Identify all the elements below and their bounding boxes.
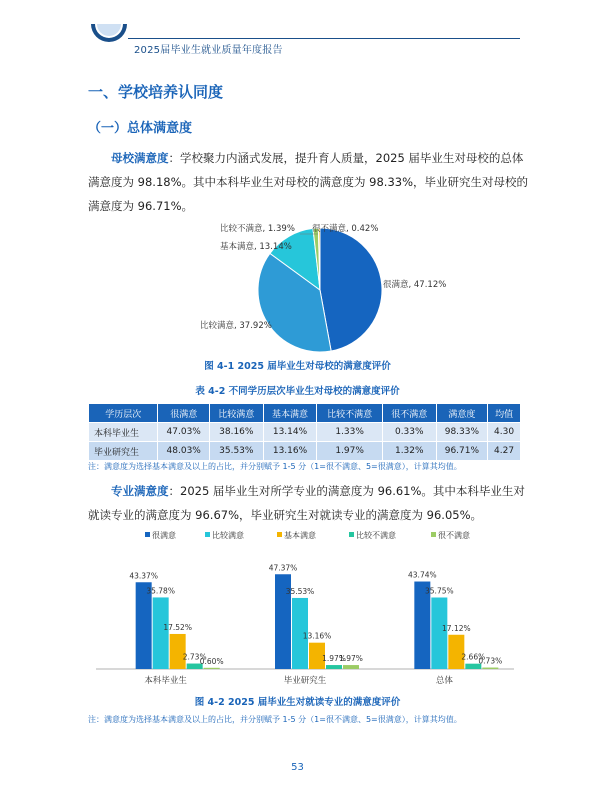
legend-swatch bbox=[431, 532, 436, 537]
table-header-cell: 比较满意 bbox=[209, 404, 263, 423]
table-cell: 1.97% bbox=[317, 442, 383, 461]
table-header-cell: 学历层次 bbox=[89, 404, 158, 423]
school-satisfaction-pie-chart bbox=[180, 218, 460, 358]
table-header-cell: 很不满意 bbox=[382, 404, 436, 423]
bar-value-label: 47.37% bbox=[268, 563, 298, 573]
table-header-row bbox=[89, 404, 521, 423]
table-cell: 1.32% bbox=[382, 442, 436, 461]
bar-value-label: 1.97% bbox=[322, 654, 346, 664]
bar-value-label: 35.78% bbox=[146, 586, 175, 596]
bar-value-label: 13.16% bbox=[302, 631, 332, 641]
table-cell: 毕业研究生 bbox=[89, 442, 158, 461]
legend-label: 比较满意 bbox=[212, 531, 244, 540]
table-cell: 38.16% bbox=[209, 423, 263, 442]
pie-slice-label: 很不满意, 0.42% bbox=[312, 224, 379, 234]
table-cell: 48.03% bbox=[158, 442, 210, 461]
header-rule bbox=[128, 38, 520, 39]
table-row bbox=[89, 423, 521, 442]
pie-slice-label: 比较不满意, 1.39% bbox=[220, 224, 295, 234]
table-cell: 4.30 bbox=[488, 423, 521, 442]
table-header-cell: 满意度 bbox=[436, 404, 488, 423]
table-header-cell: 均值 bbox=[488, 404, 521, 423]
school-satisfaction-paragraph bbox=[88, 146, 528, 218]
bar-value-label: 43.37% bbox=[129, 571, 158, 581]
bar bbox=[170, 634, 186, 669]
header-title: 2025届毕业生就业质量年度报告 bbox=[134, 45, 283, 56]
table-4-2-caption: 表 4-2 不同学历层次毕业生对母校的满意度评价 bbox=[195, 386, 400, 397]
bar bbox=[153, 597, 169, 669]
table-cell: 本科毕业生 bbox=[89, 423, 158, 442]
legend-label: 比较不满意 bbox=[356, 531, 396, 540]
legend-label: 基本满意 bbox=[284, 531, 316, 540]
bar bbox=[431, 598, 447, 670]
bar-value-label: 17.12% bbox=[442, 623, 471, 633]
bar bbox=[204, 668, 220, 669]
legend-label: 很不满意 bbox=[438, 531, 470, 540]
paragraph-text: ：2025 届毕业生对所学专业的满意度为 96.61%。其中本科毕业生对就读专业的满意度为 96.67%，毕业研究生对就读专业的满意度为 96.05%。 bbox=[88, 484, 525, 522]
table-cell: 4.27 bbox=[488, 442, 521, 461]
bar-value-label: 43.74% bbox=[408, 570, 437, 580]
school-logo bbox=[88, 24, 130, 46]
bar-value-label: 0.73% bbox=[478, 656, 503, 666]
table-cell: 1.33% bbox=[317, 423, 383, 442]
table-cell: 13.14% bbox=[263, 423, 317, 442]
figure-note: 注：满意度为选择基本满意及以上的占比，并分别赋予 1-5 分（1=很不满意、5=很满意），计算其均值。 bbox=[88, 715, 462, 724]
paragraph-lead: 母校满意度 bbox=[111, 151, 169, 165]
table-cell: 98.33% bbox=[436, 423, 488, 442]
category-label: 本科毕业生 bbox=[144, 676, 187, 686]
bar bbox=[343, 665, 359, 669]
table-cell: 47.03% bbox=[158, 423, 210, 442]
bar-value-label: 0.60% bbox=[199, 656, 224, 666]
pie-slice-label: 基本满意, 13.14% bbox=[220, 242, 292, 252]
table-note: 注：满意度为选择基本满意及以上的占比，并分别赋予 1-5 分（1=很不满意、5=很满意），计算其均值。 bbox=[88, 462, 462, 471]
legend-swatch bbox=[145, 532, 150, 537]
subsection-heading: （一）总体满意度 bbox=[88, 121, 193, 136]
bar-value-label: 35.53% bbox=[285, 586, 315, 596]
major-satisfaction-bar-chart bbox=[88, 527, 522, 692]
bar-value-label: 17.52% bbox=[163, 622, 192, 632]
table-header-cell: 基本满意 bbox=[263, 404, 317, 423]
figure-4-2-caption: 图 4-2 2025 届毕业生对就读专业的满意度评价 bbox=[194, 697, 401, 708]
figure-4-1-caption: 图 4-1 2025 届毕业生对母校的满意度评价 bbox=[204, 361, 391, 372]
paragraph-text: ：学校聚力内涵式发展，提升育人质量，2025 届毕业生对母校的总体满意度为 98.18%。其中本科毕业生对母校的满意度为 98.33%，毕业研究生对母校的满意度为 96.71%。 bbox=[88, 151, 529, 213]
pie-slice-label: 很满意, 47.12% bbox=[383, 280, 447, 290]
legend-label: 很满意 bbox=[152, 531, 176, 540]
bar bbox=[482, 668, 498, 669]
bar bbox=[326, 665, 342, 669]
table-cell: 96.71% bbox=[436, 442, 488, 461]
page-number: 53 bbox=[291, 762, 304, 773]
table-cell: 13.16% bbox=[263, 442, 317, 461]
table-header-cell: 比较不满意 bbox=[317, 404, 383, 423]
paragraph-lead: 专业满意度 bbox=[111, 484, 169, 498]
section-heading: 一、学校培养认同度 bbox=[88, 83, 224, 101]
legend-swatch bbox=[205, 532, 210, 537]
table-cell: 0.33% bbox=[382, 423, 436, 442]
category-label: 总体 bbox=[435, 676, 453, 686]
bar-value-label: 2.73% bbox=[182, 652, 207, 662]
satisfaction-table bbox=[88, 403, 521, 461]
bar-value-label: 2.66% bbox=[461, 652, 486, 662]
bar-value-label: 35.75% bbox=[425, 586, 454, 596]
table-header-cell: 很满意 bbox=[158, 404, 210, 423]
bar-value-label: 1.97% bbox=[339, 654, 363, 664]
legend-swatch bbox=[349, 532, 354, 537]
table-row bbox=[89, 442, 521, 461]
category-label: 毕业研究生 bbox=[283, 676, 327, 686]
table-cell: 35.53% bbox=[209, 442, 263, 461]
major-satisfaction-paragraph bbox=[88, 479, 528, 527]
pie-slice-label: 比较满意, 37.92% bbox=[200, 321, 272, 331]
pie-slice bbox=[320, 228, 382, 351]
legend-swatch bbox=[277, 532, 282, 537]
